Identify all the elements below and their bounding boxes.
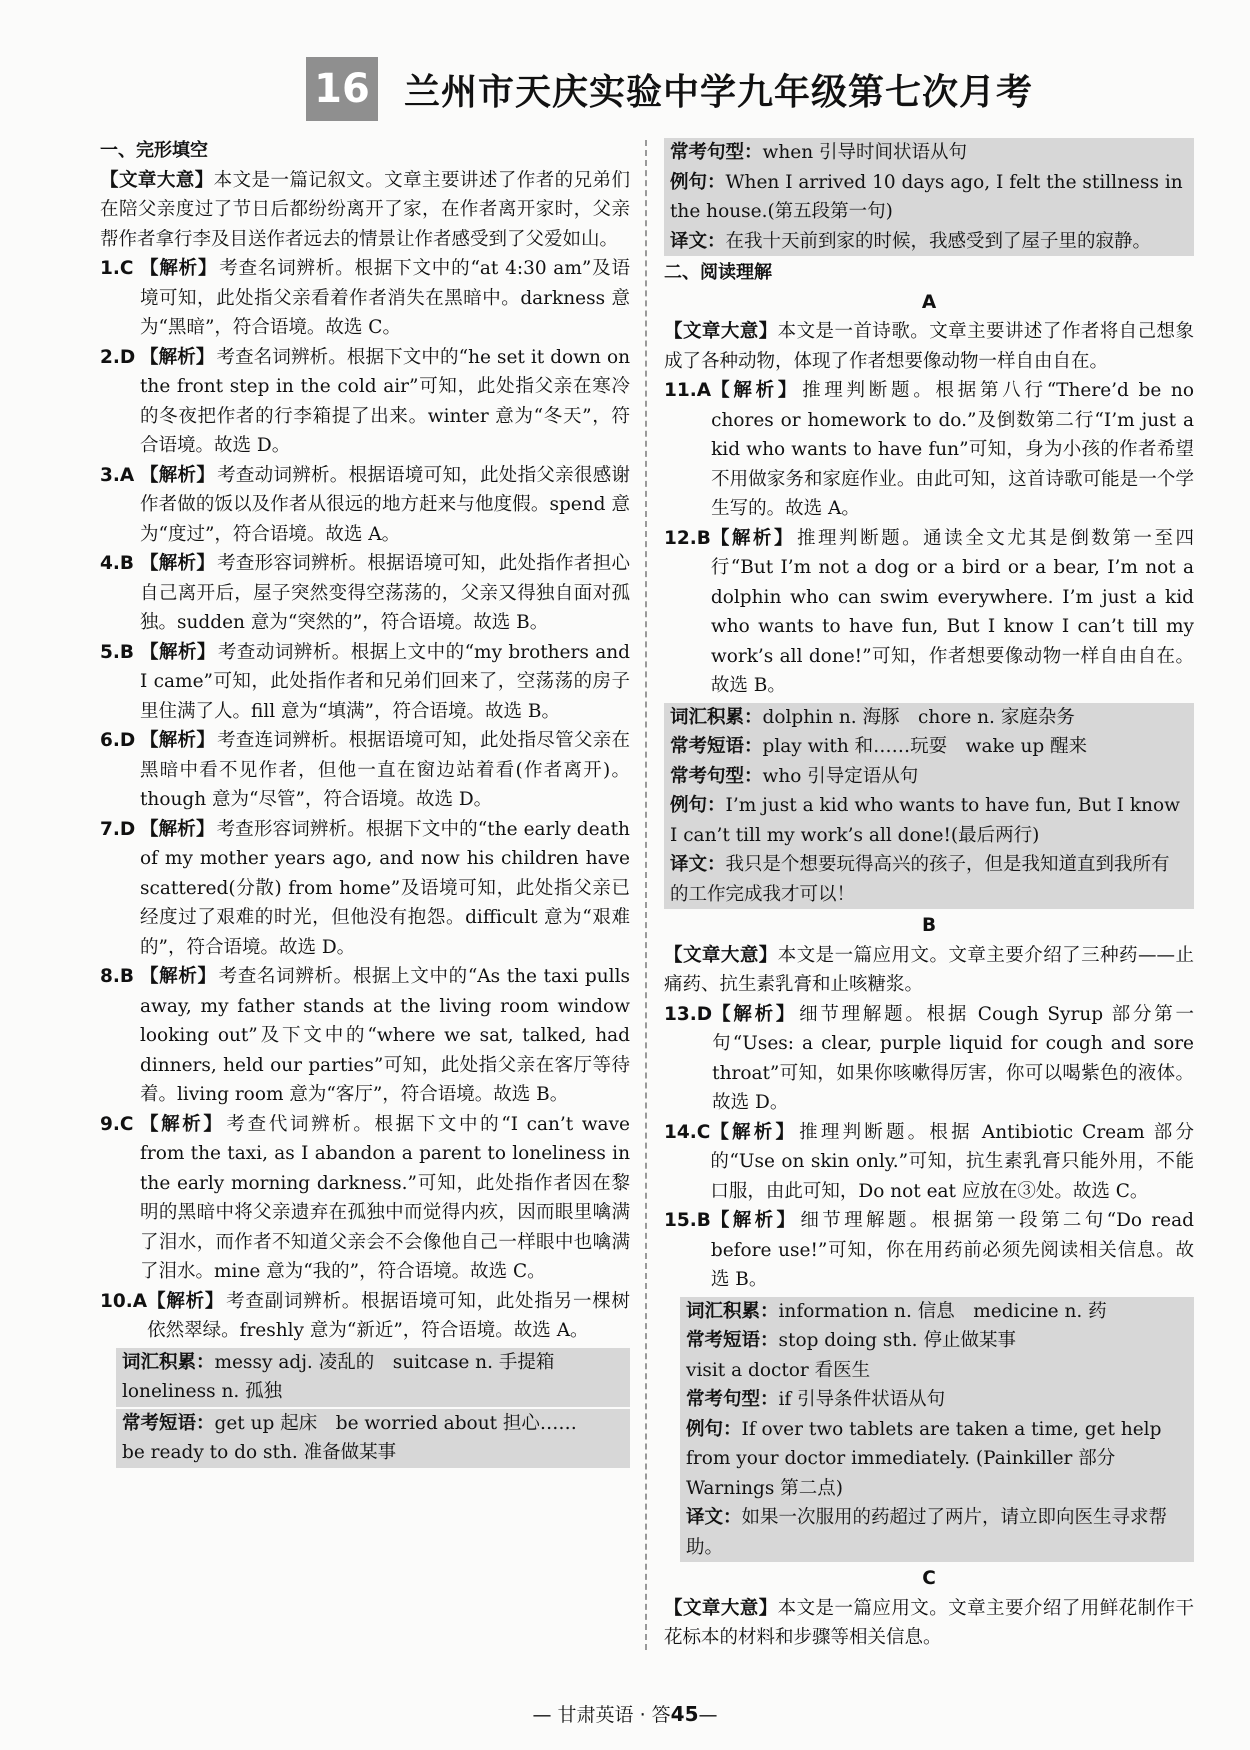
vocab-line: messy adj. 凌乱的 suitcase n. 手提箱 bbox=[214, 1351, 555, 1373]
analysis-tag: 【解析】 bbox=[711, 380, 801, 401]
example-label: 例句： bbox=[686, 1418, 742, 1440]
phrase-line: visit a doctor 看医生 bbox=[686, 1359, 871, 1381]
answer-number: 2.D bbox=[100, 346, 136, 368]
answer-item-6 bbox=[100, 726, 630, 815]
analysis-tag: 【解析】 bbox=[710, 527, 795, 549]
part-c-heading: C bbox=[922, 1568, 936, 1589]
translation-text: 如果一次服用的药超过了两片，请立即向医生寻求帮助。 bbox=[686, 1507, 1168, 1558]
summary-cloze bbox=[100, 166, 630, 255]
analysis-tag: 【解析】 bbox=[140, 346, 215, 368]
translation-text: 我只是个想要玩得高兴的孩子，但是我知道直到我所有的工作完成我才可以！ bbox=[670, 854, 1170, 905]
answer-item-8 bbox=[100, 962, 630, 1110]
answer-number: 9.C bbox=[100, 1113, 134, 1135]
analysis-text: 推理判断题。根据 Antibiotic Cream 部分的“Use on skin only.”可知，抗生素乳膏只能外用，不能口服，由此可知，Do not eat 应放在③处。故选 C。 bbox=[710, 1121, 1194, 1202]
answer-number: 13.D bbox=[664, 1003, 713, 1025]
summary-label: 【文章大意】 bbox=[664, 944, 778, 966]
sentence-pattern-box-cloze bbox=[664, 138, 1194, 256]
answer-number: 1.C bbox=[100, 258, 134, 279]
exam-number-badge: 16 bbox=[306, 57, 378, 121]
analysis-text: 考查副词辨析。根据语境可知，此处指另一棵树依然翠绿。freshly 意为“新近”，符合语境。故选 A。 bbox=[147, 1290, 630, 1341]
analysis-text: 考查名词辨析。根据下文中的“he set it down on the front step in the cold air”可知，此处指父亲在寒冷的冬夜把作者的行李箱提了出来。winter 意为“冬天”，符合语境。故选 D。 bbox=[140, 346, 630, 456]
page-number: 45 bbox=[670, 1702, 699, 1726]
section-heading-reading: 二、阅读理解 bbox=[664, 262, 772, 283]
translation-label: 译文： bbox=[670, 230, 726, 252]
phrase-label: 常考短语： bbox=[122, 1412, 215, 1434]
answer-item-14 bbox=[664, 1118, 1194, 1207]
example-label: 例句： bbox=[670, 795, 726, 816]
example-label: 例句： bbox=[670, 171, 726, 193]
analysis-tag: 【解析】 bbox=[140, 464, 216, 486]
answer-item-11 bbox=[664, 376, 1194, 524]
analysis-text: 考查动词辨析。根据上文中的“my brothers and I came”可知，此处指作者和兄弟们回来了，空荡荡的房子里住满了人。fill 意为“填满”，符合语境。故选 B。 bbox=[140, 641, 630, 722]
phrase-line: get up 起床 be worried about 担心…… bbox=[214, 1412, 577, 1434]
phrase-box-cloze bbox=[116, 1409, 630, 1468]
analysis-tag: 【解析】 bbox=[710, 1210, 799, 1231]
phrase-label: 常考短语： bbox=[670, 736, 763, 757]
analysis-tag: 【解析】 bbox=[140, 1113, 225, 1135]
section-heading-cloze: 一、完形填空 bbox=[100, 140, 208, 161]
answer-item-5 bbox=[100, 638, 630, 727]
part-a-heading: A bbox=[921, 291, 937, 313]
translation-label: 译文： bbox=[670, 854, 726, 875]
analysis-text: 考查名词辨析。根据下文中的“at 4:30 am”及语境可知，此处指父亲看着作者消失在黑暗中。darkness 意为“黑暗”，符合语境。故选 C。 bbox=[140, 258, 630, 338]
analysis-tag: 【解析】 bbox=[140, 818, 215, 840]
pattern-label: 常考句型： bbox=[670, 765, 763, 787]
right-column bbox=[664, 136, 1194, 1653]
vocab-box-cloze bbox=[116, 1348, 630, 1407]
answer-item-12 bbox=[664, 524, 1194, 701]
example-text: When I arrived 10 days ago, I felt the stillness in the house.(第五段第一句) bbox=[670, 171, 1183, 222]
summary-label: 【文章大意】 bbox=[664, 1597, 778, 1619]
vocab-line: information n. 信息 medicine n. 药 bbox=[778, 1300, 1107, 1322]
left-column bbox=[100, 136, 630, 1470]
example-text: I’m just a kid who wants to have fun, But I know I can’t till my work’s all done!(最后两行) bbox=[670, 795, 1180, 846]
page-header bbox=[306, 56, 1033, 122]
analysis-text: 考查形容词辨析。根据下文中的“the early death of my mother years ago, and now his children have scattered(分散) from home”及语境可知，此处指父亲已经度过了艰难的时光，但他没有抱怨。difficult 意为“艰难的”，符合语境。故选 D。 bbox=[140, 818, 630, 958]
analysis-text: 细节理解题。根据 Cough Syrup 部分第一句“Uses: a clear, purple liquid for cough and sore throat”可知，如果你咳嗽得厉害，你可以喝紫色的液体。故选 D。 bbox=[712, 1003, 1194, 1113]
answer-item-7 bbox=[100, 815, 630, 963]
answer-item-15 bbox=[664, 1206, 1194, 1295]
pattern-text: when 引导时间状语从句 bbox=[762, 142, 968, 163]
summary-b bbox=[664, 941, 1194, 1000]
answer-number: 7.D bbox=[100, 818, 136, 840]
column-divider bbox=[645, 140, 647, 1650]
summary-text: 本文是一篇应用文。文章主要介绍了三种药——止痛药、抗生素乳膏和止咳糖浆。 bbox=[664, 944, 1194, 995]
pattern-text: if 引导条件状语从句 bbox=[778, 1389, 946, 1410]
phrase-label: 常考短语： bbox=[686, 1330, 779, 1351]
answer-number: 3.A bbox=[100, 464, 135, 486]
notes-box-b bbox=[680, 1297, 1194, 1563]
analysis-tag: 【解析】 bbox=[147, 1290, 225, 1312]
answer-number: 11.A bbox=[664, 380, 712, 401]
answer-number: 12.B bbox=[664, 527, 711, 549]
analysis-text: 考查动词辨析。根据语境可知，此处指父亲很感谢作者做的饭以及作者从很远的地方赶来与他度假。spend 意为“度过”，符合语境。故选 A。 bbox=[140, 464, 630, 545]
vocab-label: 词汇积累： bbox=[122, 1351, 215, 1373]
analysis-tag: 【解析】 bbox=[140, 641, 216, 663]
summary-label: 【文章大意】 bbox=[100, 169, 214, 191]
pattern-label: 常考句型： bbox=[686, 1389, 779, 1410]
answer-item-1 bbox=[100, 254, 630, 343]
analysis-text: 细节理解题。根据第一段第二句“Do read before use!”可知，你在用药前必须先阅读相关信息。故选 B。 bbox=[710, 1210, 1194, 1290]
page-footer bbox=[0, 1700, 1250, 1727]
footer-prefix: — 甘肃英语 · 答 bbox=[532, 1704, 671, 1726]
analysis-tag: 【解析】 bbox=[140, 730, 216, 751]
answer-item-13 bbox=[664, 1000, 1194, 1118]
notes-box-a bbox=[664, 703, 1194, 910]
phrase-line: play with 和……玩耍 wake up 醒来 bbox=[762, 736, 1088, 757]
part-b-heading: B bbox=[921, 915, 937, 936]
phrase-line: stop doing sth. 停止做某事 bbox=[778, 1330, 1016, 1351]
analysis-text: 考查连词辨析。根据语境可知，此处指尽管父亲在黑暗中看不见作者，但他一直在窗边站着看(作者离开)。though 意为“尽管”，符合语境。故选 D。 bbox=[140, 730, 630, 810]
summary-text: 本文是一篇记叙文。文章主要讲述了作者的兄弟们在陪父亲度过了节日后都纷纷离开了家，在作者离开家时，父亲帮作者拿行李及目送作者远去的情景让作者感受到了父爱如山。 bbox=[100, 169, 630, 250]
answer-number: 15.B bbox=[664, 1210, 711, 1231]
vocab-label: 词汇积累： bbox=[686, 1300, 779, 1322]
answer-number: 14.C bbox=[664, 1121, 711, 1143]
answer-item-10 bbox=[100, 1287, 630, 1346]
analysis-text: 推理判断题。通读全文尤其是倒数第一至四行“But I’m not a dog or a bird or a bear, I’m not a dolphin who can swim everywhere. I’m just a kid who wants to have fun, But I know I can’t till my work’s all done!”可知，作者想要像动物一样自由自在。故选 B。 bbox=[710, 527, 1194, 696]
page-title: 兰州市天庆实验中学九年级第七次月考 bbox=[404, 71, 1034, 113]
analysis-text: 考查形容词辨析。根据语境可知，此处指作者担心自己离开后，屋子突然变得空荡荡的，父亲又得独自面对孤独。sudden 意为“突然的”，符合语境。故选 B。 bbox=[140, 553, 630, 633]
translation-text: 在我十天前到家的时候，我感受到了屋子里的寂静。 bbox=[725, 230, 1152, 252]
answer-number: 8.B bbox=[100, 966, 135, 987]
summary-a bbox=[664, 317, 1194, 376]
vocab-line: dolphin n. 海豚 chore n. 家庭杂务 bbox=[762, 706, 1075, 728]
example-text: If over two tablets are taken a time, get help from your doctor immediately. (Painkiller 部分 Warnings 第二点) bbox=[686, 1418, 1162, 1499]
analysis-tag: 【解析】 bbox=[140, 258, 218, 279]
answer-item-9 bbox=[100, 1110, 630, 1287]
pattern-text: who 引导定语从句 bbox=[762, 765, 919, 787]
answer-number: 4.B bbox=[100, 553, 135, 574]
answer-item-2 bbox=[100, 343, 630, 461]
summary-c bbox=[664, 1594, 1194, 1653]
summary-text: 本文是一首诗歌。文章主要讲述了作者将自己想象成了各种动物，体现了作者想要像动物一样自由自在。 bbox=[664, 321, 1194, 372]
translation-label: 译文： bbox=[686, 1507, 742, 1528]
analysis-text: 考查名词辨析。根据上文中的“As the taxi pulls away, my father stands at the living room window looking out”及下文中的“where we sat, talked, had dinners, held our parties”可知，此处指父亲在客厅等待着。living room 意为“客厅”，符合语境。故选 B。 bbox=[140, 966, 630, 1105]
answer-number: 5.B bbox=[100, 641, 135, 663]
answer-number: 10.A bbox=[100, 1290, 148, 1312]
phrase-line: be ready to do sth. 准备做某事 bbox=[122, 1442, 397, 1463]
summary-text: 本文是一篇应用文。文章主要介绍了用鲜花制作干花标本的材料和步骤等相关信息。 bbox=[664, 1597, 1194, 1648]
analysis-tag: 【解析】 bbox=[712, 1003, 798, 1025]
vocab-label: 词汇积累： bbox=[670, 706, 763, 728]
analysis-text: 推理判断题。根据第八行“There’d be no chores or homework to do.”及倒数第二行“I’m just a kid who wants to have fun”可知，身为小孩的作者希望不用做家务和家庭作业。由此可知，这首诗歌可能是一个学生写的。故选 A。 bbox=[711, 380, 1194, 519]
analysis-text: 考查代词辨析。根据下文中的“I can’t wave from the taxi, as I abandon a parent to loneliness in the early morning darkness.”可知，此处指作者因在黎明的黑暗中将父亲遗弃在孤独中而觉得内疚，因而眼里噙满了泪水，而作者不知道父亲会不会像他自己一样眼中也噙满了泪水。mine 意为“我的”，符合语境。故选 C。 bbox=[140, 1113, 630, 1282]
vocab-line: loneliness n. 孤独 bbox=[122, 1381, 283, 1402]
analysis-tag: 【解析】 bbox=[140, 966, 217, 987]
answer-number: 6.D bbox=[100, 730, 136, 751]
answer-item-4 bbox=[100, 549, 630, 638]
footer-suffix: — bbox=[698, 1704, 718, 1726]
summary-label: 【文章大意】 bbox=[664, 321, 778, 342]
answer-item-3 bbox=[100, 461, 630, 550]
analysis-tag: 【解析】 bbox=[140, 553, 216, 574]
pattern-label: 常考句型： bbox=[670, 142, 763, 163]
analysis-tag: 【解析】 bbox=[710, 1121, 798, 1143]
